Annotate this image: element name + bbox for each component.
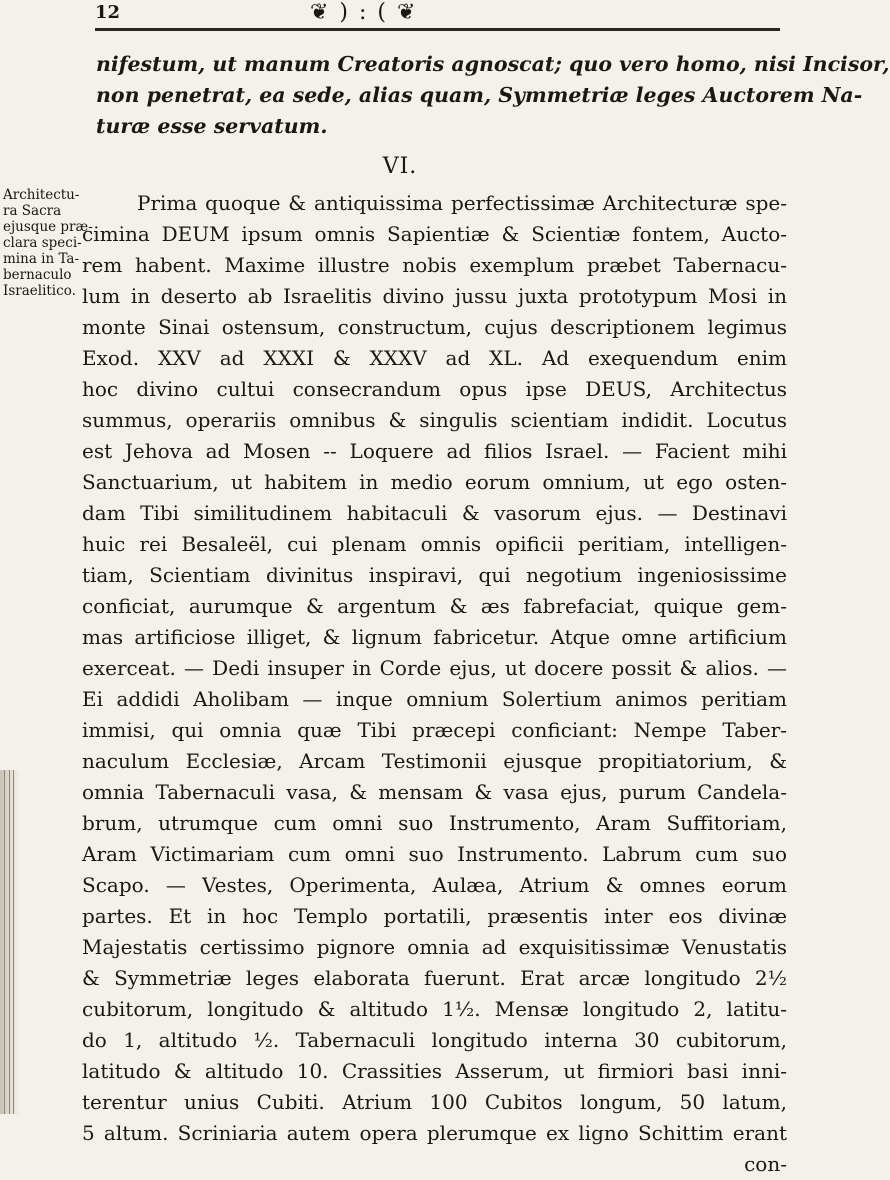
body-line: monte Sinai ostensum, constructum, cujus descriptionem legimus	[82, 315, 787, 339]
body-line: & Symmetriæ leges elaborata fuerunt. Erat arcæ longitudo 2½	[82, 966, 787, 990]
margin-note-line: ejusque præ-	[3, 219, 93, 235]
margin-note-line: Architectu-	[3, 187, 80, 203]
body-line: dam Tibi similitudinem habitaculi & vasorum ejus. — Destinavi	[82, 501, 787, 525]
body-line: Prima quoque & antiquissima perfectissimæ Architecturæ spe-	[137, 191, 787, 215]
body-text	[82, 188, 787, 1180]
intro-line: turæ esse servatum.	[96, 114, 328, 138]
margin-note-line: ra Sacra	[3, 203, 62, 219]
margin-note-line: bernaculo	[3, 267, 72, 283]
intro-line: nifestum, ut manum Creatoris agnoscat; quo vero homo, nisi Incisor,	[96, 52, 890, 76]
body-line: hoc divino cultui consecrandum opus ipse DEUS, Architectus	[82, 377, 787, 401]
margin-note	[3, 187, 93, 299]
margin-note-line: mina in Ta-	[3, 251, 80, 267]
body-line: immisi, qui omnia quæ Tibi præcepi conficiant: Nempe Taber-	[82, 718, 787, 742]
body-line: cimina DEUM ipsum omnis Sapientiæ & Scientiæ fontem, Aucto-	[82, 222, 787, 246]
body-line: lum in deserto ab Israelitis divino jussu juxta prototypum Mosi in	[82, 284, 787, 308]
catchword: con-	[744, 1152, 787, 1176]
body-line: mas artificiose illiget, & lignum fabricetur. Atque omne artificium	[82, 625, 787, 649]
body-line: Sanctuarium, ut habitem in medio eorum omnium, ut ego osten-	[82, 470, 787, 494]
page-gutter-shadow	[0, 770, 20, 1114]
body-line: Majestatis certissimo pignore omnia ad exquisitissimæ Venustatis	[82, 935, 787, 959]
body-line: latitudo & altitudo 10. Crassities Asserum, ut firmiori basi inni-	[82, 1059, 787, 1083]
body-line: Scapo. — Vestes, Operimenta, Aulæa, Atrium & omnes eorum	[82, 873, 787, 897]
body-line: do 1, altitudo ½. Tabernaculi longitudo interna 30 cubitorum,	[82, 1028, 787, 1052]
body-line: exerceat. — Dedi insuper in Corde ejus, ut docere possit & alios. —	[82, 656, 787, 680]
header-ornament: ❦ ) : ( ❦	[310, 0, 418, 25]
running-header	[95, 2, 780, 32]
body-line: summus, operariis omnibus & singulis scientiam indidit. Locutus	[82, 408, 787, 432]
body-line: Ei addidi Aholibam — inque omnium Solertium animos peritiam	[82, 687, 787, 711]
body-line: partes. Et in hoc Templo portatili, præsentis inter eos divinæ	[82, 904, 787, 928]
body-line: brum, utrumque cum omni suo Instrumento, Aram Suffitoriam,	[82, 811, 787, 835]
body-line: tiam, Scientiam divinitus inspiravi, qui negotium ingeniosissime	[82, 563, 787, 587]
body-line: cubitorum, longitudo & altitudo 1½. Mensæ longitudo 2, latitu-	[82, 997, 787, 1021]
body-line: est Jehova ad Mosen -- Loquere ad filios Israel. — Facient mihi	[82, 439, 787, 463]
body-line: terentur unius Cubiti. Atrium 100 Cubitos longum, 50 latum,	[82, 1090, 787, 1114]
header-rule	[95, 28, 780, 31]
body-line: naculum Ecclesiæ, Arcam Testimonii ejusque propitiatorium, &	[82, 749, 787, 773]
body-line: Exod. XXV ad XXXI & XXXV ad XL. Ad exequendum enim	[82, 346, 787, 370]
intro-line: non penetrat, ea sede, alias quam, Symmetriæ leges Auctorem Na-	[96, 83, 863, 107]
page-number: 12	[95, 2, 121, 23]
body-line: rem habent. Maxime illustre nobis exemplum præbet Tabernacu-	[82, 253, 787, 277]
margin-note-line: Israelitico.	[3, 283, 76, 299]
body-line: omnia Tabernaculi vasa, & mensam & vasa ejus, purum Candela-	[82, 780, 787, 804]
body-line: conficiat, aurumque & argentum & æs fabrefaciat, quique gem-	[82, 594, 787, 618]
section-number: VI.	[382, 154, 418, 179]
body-line: Aram Victimariam cum omni suo Instrumento. Labrum cum suo	[82, 842, 787, 866]
margin-note-line: clara speci-	[3, 235, 82, 251]
body-line: 5 altum. Scriniaria autem opera plerumque ex ligno Schittim erant	[82, 1121, 787, 1145]
body-line: huic rei Besaleël, cui plenam omnis opificii peritiam, intelligen-	[82, 532, 787, 556]
